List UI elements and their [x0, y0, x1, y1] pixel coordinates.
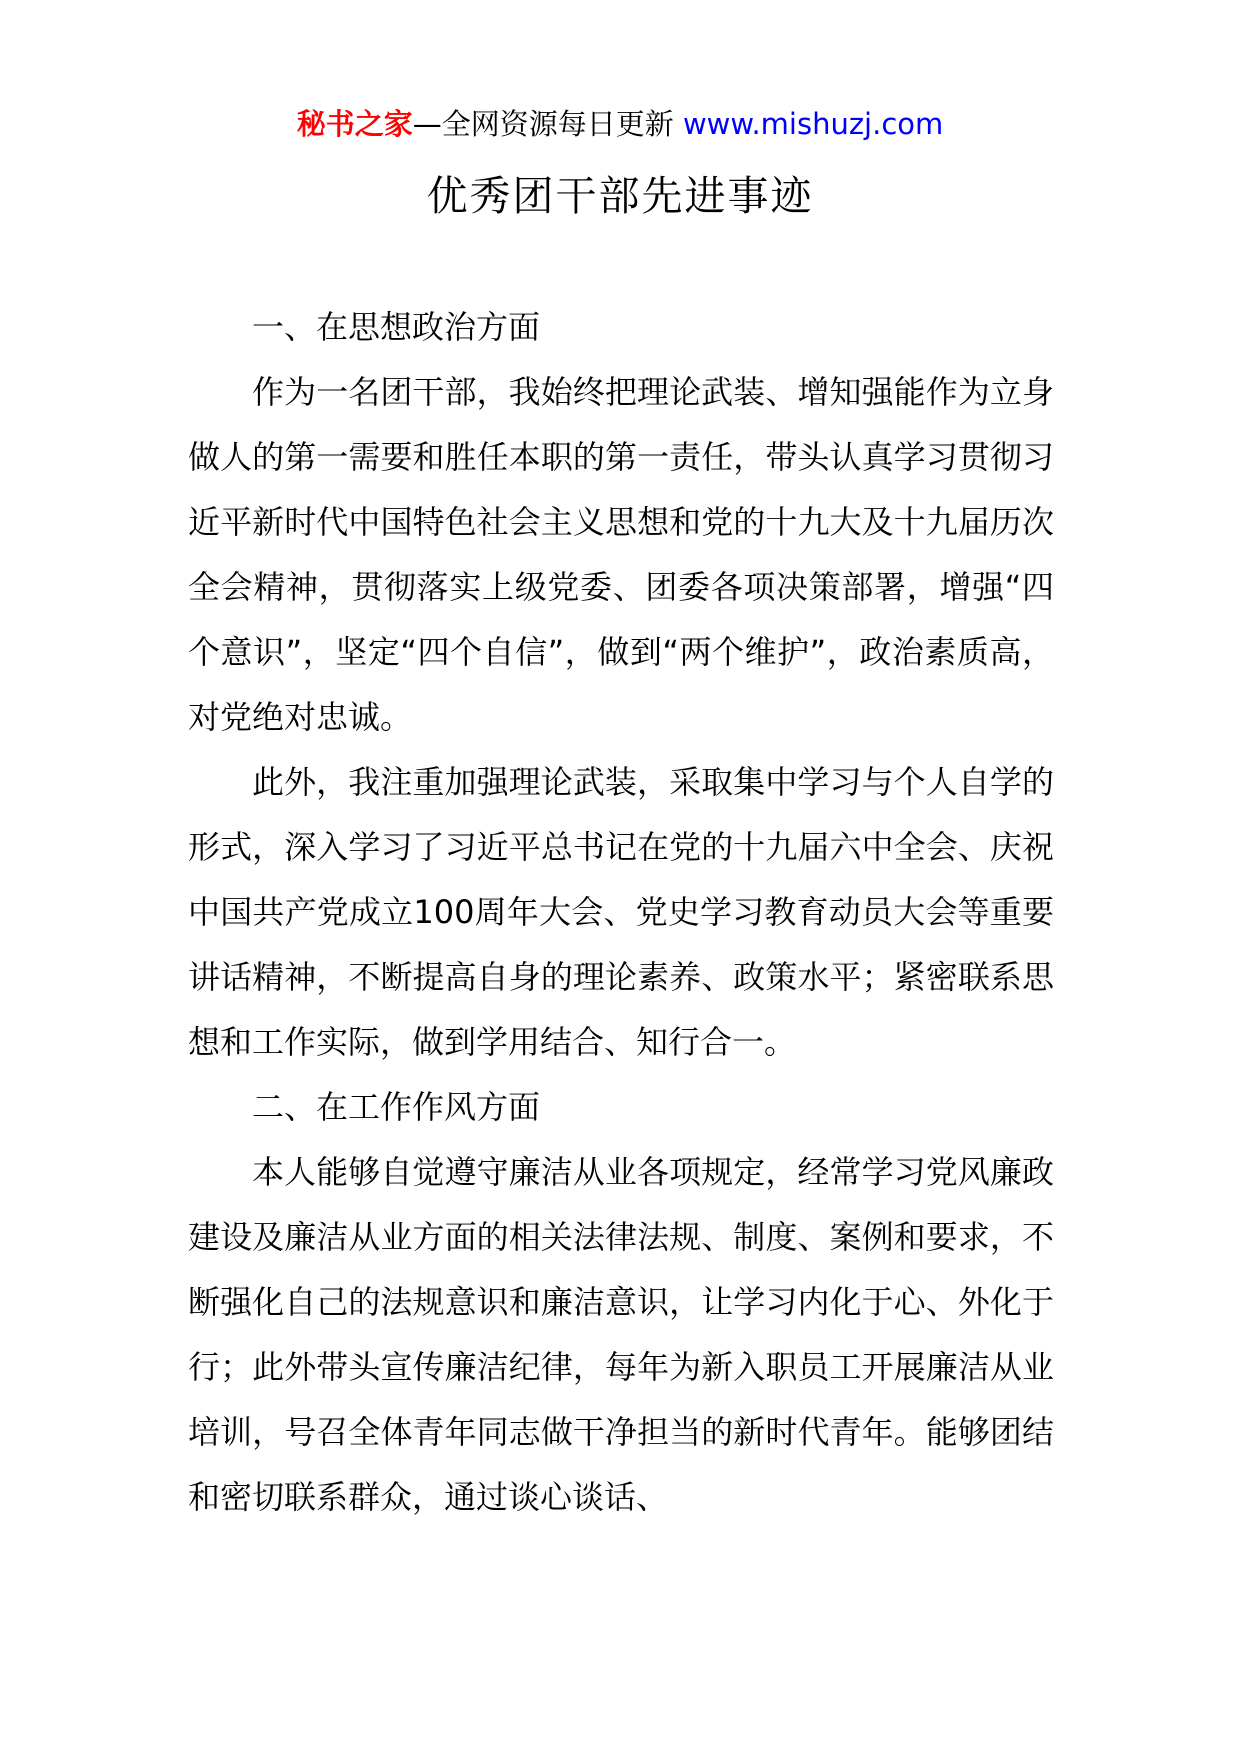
header-brand: 秘书之家 [296, 107, 413, 141]
document-title: 优秀团干部先进事迹 [426, 172, 814, 220]
paragraph-2: 此外，我注重加强理论武装，采取集中学习与个人自学的形式，深入学习了习近平总书记在党的十九届六中全会、庆祝中国共产党成立100周年大会、党史学习教育动员大会等重要讲话精神，不断提高自身的理论素养、政策水平；紧密联系思想和工作实际，做到学用结合、知行合一。 [188, 763, 1054, 1061]
document-body [188, 295, 1054, 1530]
section-heading-2: 二、在工作作风方面 [252, 1088, 541, 1126]
header-slogan: —全网资源每日更新 [412, 107, 683, 141]
paragraph-3: 本人能够自觉遵守廉洁从业各项规定，经常学习党风廉政建设及廉洁从业方面的相关法律法规、制度、案例和要求，不断强化自己的法规意识和廉洁意识，让学习内化于心、外化于行；此外带头宣传廉洁纪律，每年为新入职员工开展廉洁从业培训，号召全体青年同志做干净担当的新时代青年。能够团结和密切联系群众，通过谈心谈话、 [188, 1153, 1054, 1516]
paragraph-1: 作为一名团干部，我始终把理论武装、增知强能作为立身做人的第一需要和胜任本职的第一责任，带头认真学习贯彻习近平新时代中国特色社会主义思想和党的十九大及十九届历次全会精神，贯彻落实上级党委、团委各项决策部署，增强“四个意识”，坚定“四个自信”，做到“两个维护”，政治素质高，对党绝对忠诚。 [188, 373, 1054, 736]
header-url[interactable]: www.mishuzj.com [682, 107, 944, 141]
section-heading-1: 一、在思想政治方面 [252, 308, 541, 346]
watermark-header [0, 104, 1240, 144]
